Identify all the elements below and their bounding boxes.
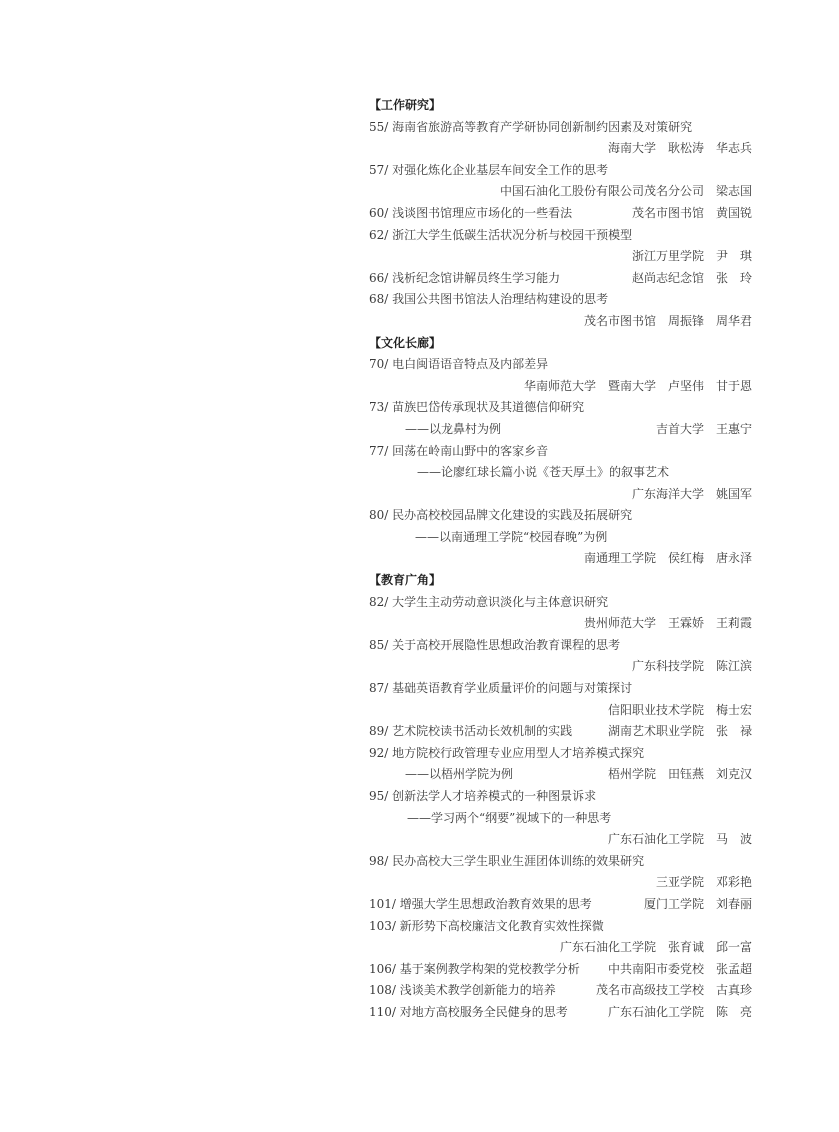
toc-entry-title [369, 592, 752, 614]
entry-author: 吉首大学 王惠宁 [655, 421, 752, 436]
toc-entry-title [369, 505, 752, 527]
toc-entry-author [369, 937, 752, 959]
entry-title: 95/ 创新法学人才培养模式的一种图景诉求 [369, 789, 597, 803]
toc-entry-title [369, 635, 752, 657]
entry-title: 101/ 增强大学生思想政治教育效果的思考 [369, 896, 592, 911]
toc-entry-author [369, 872, 752, 894]
toc-entry-title [369, 678, 752, 700]
entry-author: 茂名市图书馆 周振锋 周华君 [583, 313, 752, 328]
entry-subtitle: ——以龙鼻村为例 [405, 421, 502, 436]
entry-title: 66/ 浅析纪念馆讲解员终生学习能力 [369, 270, 561, 285]
toc-entry-title [369, 743, 752, 765]
toc-entry [369, 959, 752, 981]
entry-title: 55/ 海南省旅游高等教育产学研协同创新制约因素及对策研究 [369, 119, 693, 134]
toc-entry [369, 721, 752, 743]
entry-title: 80/ 民办高校校园品牌文化建设的实践及拓展研究 [369, 508, 633, 523]
toc-entry [369, 268, 752, 290]
entry-title: 62/ 浙江大学生低碳生活状况分析与校园干预模型 [369, 227, 633, 242]
table-of-contents [369, 95, 752, 1024]
entry-author: 浙江万里学院 尹 琪 [631, 249, 752, 264]
toc-entry-title [369, 354, 752, 376]
toc-entry-author [369, 548, 752, 570]
entry-author: 中国石油化工股份有限公司茂名分公司 梁志国 [499, 184, 752, 199]
entry-subtitle: ——论廖红球长篇小说《苍天厚土》的叙事艺术 [417, 465, 670, 480]
toc-entry-author [369, 246, 752, 268]
toc-entry [369, 203, 752, 225]
entry-author: 三亚学院 邓彩艳 [655, 875, 752, 890]
entry-author: 中共南阳市委党校 张孟超 [607, 961, 752, 976]
entry-author: 贵州师范大学 王霖娇 王莉霞 [583, 616, 752, 631]
entry-author: 湖南艺术职业学院 张 禄 [607, 724, 752, 739]
entry-author: 华南师范大学 暨南大学 卢坚伟 甘于恩 [523, 378, 752, 393]
entry-title: 73/ 苗族巴岱传承现状及其道德信仰研究 [369, 400, 585, 415]
entry-title: 77/ 回荡在岭南山野中的客家乡音 [369, 443, 549, 458]
toc-entry-subtitle [369, 527, 752, 549]
entry-title: 85/ 关于高校开展隐性思想政治教育课程的思考 [369, 637, 621, 652]
entry-title: 89/ 艺术院校读书活动长效机制的实践 [369, 724, 573, 739]
entry-author: 梧州学院 田钰燕 刘克汉 [607, 767, 752, 782]
toc-entry-author [369, 484, 752, 506]
entry-title: 108/ 浅谈美术教学创新能力的培养 [369, 983, 556, 998]
entry-title: 98/ 民办高校大三学生职业生涯团体训练的效果研究 [369, 853, 645, 868]
entry-subtitle: ——以南通理工学院“校园春晚”为例 [415, 529, 608, 544]
toc-entry [369, 894, 752, 916]
entry-title: 110/ 对地方高校服务全民健身的思考 [369, 1004, 568, 1019]
entry-author: 茂名市高级技工学校 古真珍 [595, 983, 752, 998]
entry-title: 87/ 基础英语教育学业质量评价的问题与对策探讨 [369, 681, 633, 696]
section-heading-culture-corridor: 【文化长廊】 [369, 335, 442, 350]
toc-entry-author [369, 311, 752, 333]
toc-entry-author [369, 656, 752, 678]
toc-entry-subtitle [369, 462, 752, 484]
toc-entry-title [369, 851, 752, 873]
toc-entry-title [369, 160, 752, 182]
entry-title: 60/ 浅谈图书馆理应市场化的一些看法 [369, 205, 573, 220]
toc-entry-author [369, 181, 752, 203]
toc-entry [369, 980, 752, 1002]
toc-entry-author [369, 829, 752, 851]
entry-subtitle: ——学习两个“纲要”视域下的一种思考 [407, 810, 612, 825]
entry-author: 南通理工学院 侯红梅 唐永泽 [583, 551, 752, 566]
entry-author: 广东科技学院 陈江滨 [631, 659, 752, 674]
entry-author: 信阳职业技术学院 梅士宏 [607, 702, 752, 717]
entry-author: 广东石油化工学院 马 波 [607, 832, 752, 847]
toc-entry-title [369, 397, 752, 419]
section-heading-work-research: 【工作研究】 [369, 98, 442, 112]
toc-entry-subtitle [369, 808, 752, 830]
entry-title: 68/ 我国公共图书馆法人治理结构建设的思考 [369, 292, 609, 307]
section-heading-education-angle: 【教育广角】 [369, 573, 442, 588]
entry-title: 57/ 对强化炼化企业基层车间安全工作的思考 [369, 162, 609, 177]
entry-author: 广东海洋大学 姚国军 [631, 486, 752, 501]
toc-entry [369, 1002, 752, 1024]
entry-title: 82/ 大学生主动劳动意识淡化与主体意识研究 [369, 594, 609, 609]
toc-entry-title [369, 117, 752, 139]
toc-entry-subtitle [369, 764, 752, 786]
entry-title: 70/ 电白闽语语音特点及内部差异 [369, 357, 549, 372]
entry-author: 海南大学 耿松涛 华志兵 [607, 141, 752, 156]
entry-author: 茂名市图书馆 黄国锐 [631, 205, 752, 220]
toc-entry-subtitle [369, 419, 752, 441]
entry-author: 赵尚志纪念馆 张 玲 [631, 270, 752, 285]
entry-author: 厦门工学院 刘春丽 [643, 896, 752, 911]
entry-author: 广东石油化工学院 张育诚 邱一富 [559, 940, 752, 955]
toc-entry-title [369, 225, 752, 247]
toc-entry-title [369, 441, 752, 463]
entry-title: 106/ 基于案例教学构架的党校教学分析 [369, 961, 580, 976]
entry-title: 103/ 新形势下高校廉洁文化教育实效性探微 [369, 918, 604, 933]
entry-title: 92/ 地方院校行政管理专业应用型人才培养模式探究 [369, 745, 645, 760]
toc-entry-title [369, 916, 752, 938]
toc-entry-author [369, 138, 752, 160]
entry-subtitle: ——以梧州学院为例 [405, 767, 514, 782]
toc-entry-author [369, 376, 752, 398]
toc-entry-author [369, 700, 752, 722]
entry-author: 广东石油化工学院 陈 亮 [607, 1004, 752, 1019]
toc-entry-title [369, 786, 752, 808]
toc-entry-title [369, 289, 752, 311]
toc-entry-author [369, 613, 752, 635]
